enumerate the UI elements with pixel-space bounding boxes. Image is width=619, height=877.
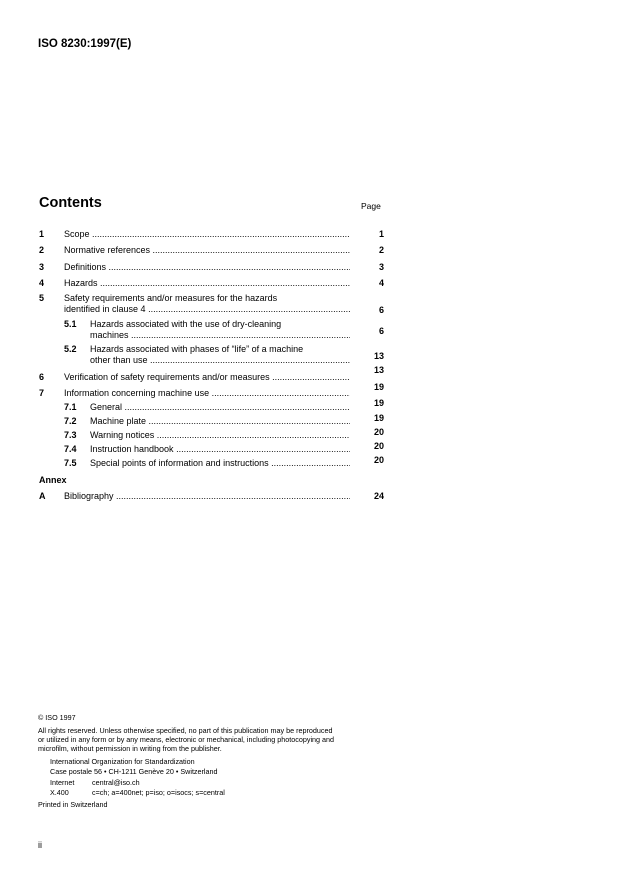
toc-entry-5-1[interactable] xyxy=(39,319,384,341)
toc-page: 24 xyxy=(373,491,384,501)
toc-page: 20 xyxy=(373,427,384,437)
toc-number: 7 xyxy=(39,388,45,398)
rights-line-2: or utilized in any form or by any means, electronic or mechanical, including photocopying and xyxy=(38,735,335,744)
internet-label: Internet xyxy=(50,778,75,787)
toc-page: 3 xyxy=(378,262,384,272)
copyright-notice: © ISO 1997 xyxy=(38,713,76,722)
org-name: International Organization for Standardization xyxy=(50,757,195,766)
toc-title: General ..... xyxy=(90,402,350,413)
x400-value: c=ch; a=400net; p=iso; o=isocs; s=central xyxy=(92,788,225,797)
toc-page: 1 xyxy=(378,229,384,239)
annex-heading: Annex xyxy=(39,475,67,485)
toc-number: 6 xyxy=(39,372,45,382)
toc-page: 2 xyxy=(378,245,384,255)
toc-title-line2: machines ..... xyxy=(90,330,350,341)
toc-title-line1: Hazards associated with phases of “life” of a machine xyxy=(90,344,304,354)
toc-title: Machine plate ..... xyxy=(90,416,350,427)
toc-title: Warning notices ..... xyxy=(90,430,350,441)
toc-number: 3 xyxy=(39,262,45,272)
toc-title: Information concerning machine use ..... xyxy=(64,388,350,399)
toc-number: 7.1 xyxy=(64,402,77,412)
page-folio: ii xyxy=(38,840,42,850)
internet-value[interactable]: central@iso.ch xyxy=(92,778,140,787)
toc-number: 7.5 xyxy=(64,458,77,468)
toc-number: 4 xyxy=(39,278,45,288)
toc-page: 6 xyxy=(378,305,384,315)
toc-page: 19 xyxy=(373,398,384,408)
toc-title: Verification of safety requirements and/or measures ..... xyxy=(64,372,350,383)
document-id: ISO 8230:1997(E) xyxy=(38,38,132,50)
toc-number: 1 xyxy=(39,229,45,239)
toc-number: 5.1 xyxy=(64,319,77,329)
toc-page: 19 xyxy=(373,382,384,392)
toc-number: 7.4 xyxy=(64,444,77,454)
toc-number: 2 xyxy=(39,245,45,255)
toc-title-line2: identified in clause 4 ..... xyxy=(64,304,350,315)
toc-entry-5[interactable] xyxy=(39,293,384,315)
toc-page: 20 xyxy=(373,441,384,451)
toc-title: Hazards ..... xyxy=(64,278,350,289)
page-column-header: Page xyxy=(361,201,381,211)
toc-title: Definitions ..... xyxy=(64,262,350,273)
toc-page: 6 xyxy=(378,326,384,336)
x400-label: X.400 xyxy=(50,788,69,797)
toc-title: Scope ..... xyxy=(64,229,350,240)
toc-title: Instruction handbook ..... xyxy=(90,444,350,455)
toc-entry-5-2[interactable] xyxy=(39,344,384,366)
toc-number: A xyxy=(39,491,46,501)
org-address: Case postale 56 • CH-1211 Genève 20 • Switzerland xyxy=(50,767,218,776)
toc-title-line1: Safety requirements and/or measures for the hazards xyxy=(64,293,278,303)
rights-line-1: All rights reserved. Unless otherwise specified, no part of this publication may be reproduced xyxy=(38,726,333,735)
contents-title: Contents xyxy=(39,195,102,211)
printed-in: Printed in Switzerland xyxy=(38,800,108,809)
toc-title-line2: other than use ..... xyxy=(90,355,350,366)
toc-title: Special points of information and instructions ..... xyxy=(90,458,350,469)
toc-page: 4 xyxy=(378,278,384,288)
toc-title: Normative references ..... xyxy=(64,245,350,256)
toc-page: 19 xyxy=(373,413,384,423)
toc-page: 13 xyxy=(373,365,384,375)
toc-number: 7.3 xyxy=(64,430,77,440)
toc-title: Bibliography ..... xyxy=(64,491,350,502)
toc-number: 5 xyxy=(39,293,45,303)
rights-line-3: microfilm, without permission in writing from the publisher. xyxy=(38,744,222,753)
toc-number: 7.2 xyxy=(64,416,77,426)
toc-page: 20 xyxy=(373,455,384,465)
toc-number: 5.2 xyxy=(64,344,77,354)
toc-page: 13 xyxy=(373,351,384,361)
toc-title-line1: Hazards associated with the use of dry-cleaning xyxy=(90,319,282,329)
